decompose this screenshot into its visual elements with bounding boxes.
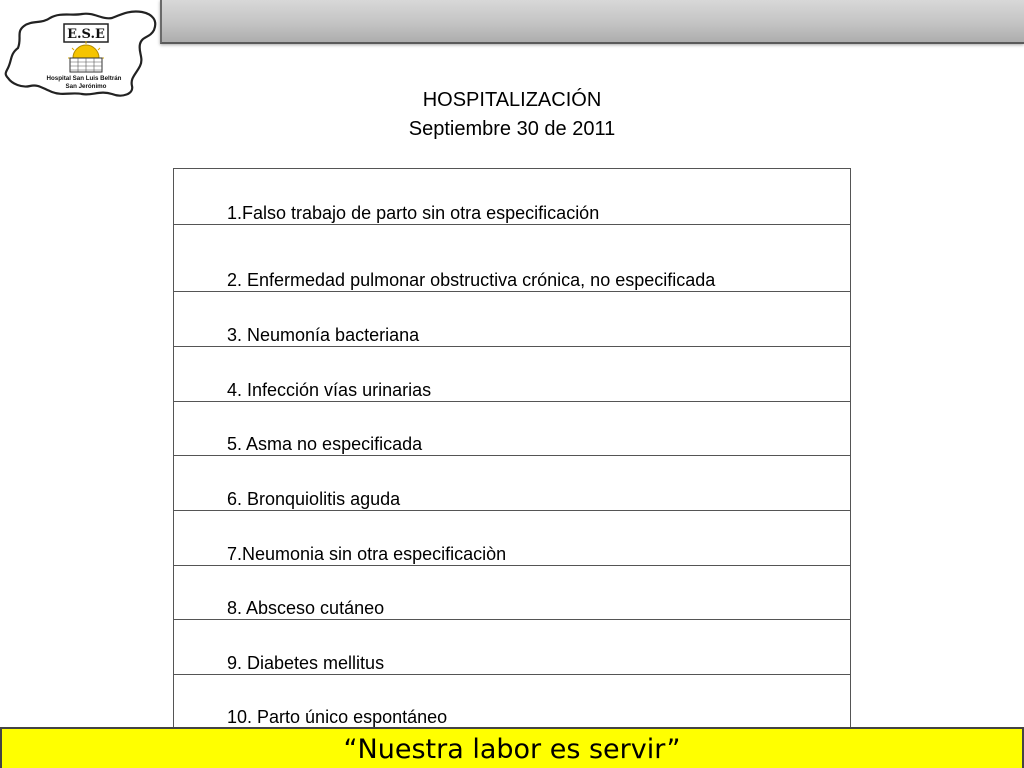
table-row [174, 291, 850, 346]
list-item: 5. Asma no especificada [227, 434, 423, 454]
svg-text:San Jerónimo: San Jerónimo [65, 83, 107, 90]
footer-banner [0, 727, 1024, 768]
list-item: 4. Infección vías urinarias [227, 380, 432, 400]
logo-acronym: E.S.E [67, 27, 105, 42]
table-row [174, 224, 850, 291]
list-item: 7.Neumonia sin otra especificaciòn [227, 544, 507, 564]
list-item: 6. Bronquiolitis aguda [227, 489, 401, 509]
list-item: 2. Enfermedad pulmonar obstructiva crónica, no especificada [227, 270, 716, 290]
list-item: 9. Diabetes mellitus [227, 653, 385, 673]
table-row [174, 169, 850, 224]
table-row [174, 401, 850, 455]
table-row [174, 455, 850, 510]
table-row [174, 674, 850, 728]
list-item: 10. Parto único espontáneo [227, 707, 448, 727]
list-item: 8. Absceso cutáneo [227, 598, 385, 618]
table-row [174, 619, 850, 674]
list-item: 1.Falso trabajo de parto sin otra especificación [227, 203, 600, 223]
table-row [174, 510, 850, 565]
svg-text:Hospital San Luis Beltrán: Hospital San Luis Beltrán [46, 75, 122, 82]
table-row [174, 565, 850, 619]
heading-block [312, 86, 712, 144]
page-date: Septiembre 30 de 2011 [408, 118, 616, 140]
page-title: HOSPITALIZACIÓN [422, 89, 602, 111]
list-item: 3. Neumonía bacteriana [227, 325, 420, 345]
footer-motto: “Nuestra labor es servir” [343, 734, 681, 765]
hospital-logo [2, 8, 162, 100]
diagnosis-table [173, 168, 851, 729]
header-bar [160, 0, 1024, 44]
table-row [174, 346, 850, 401]
